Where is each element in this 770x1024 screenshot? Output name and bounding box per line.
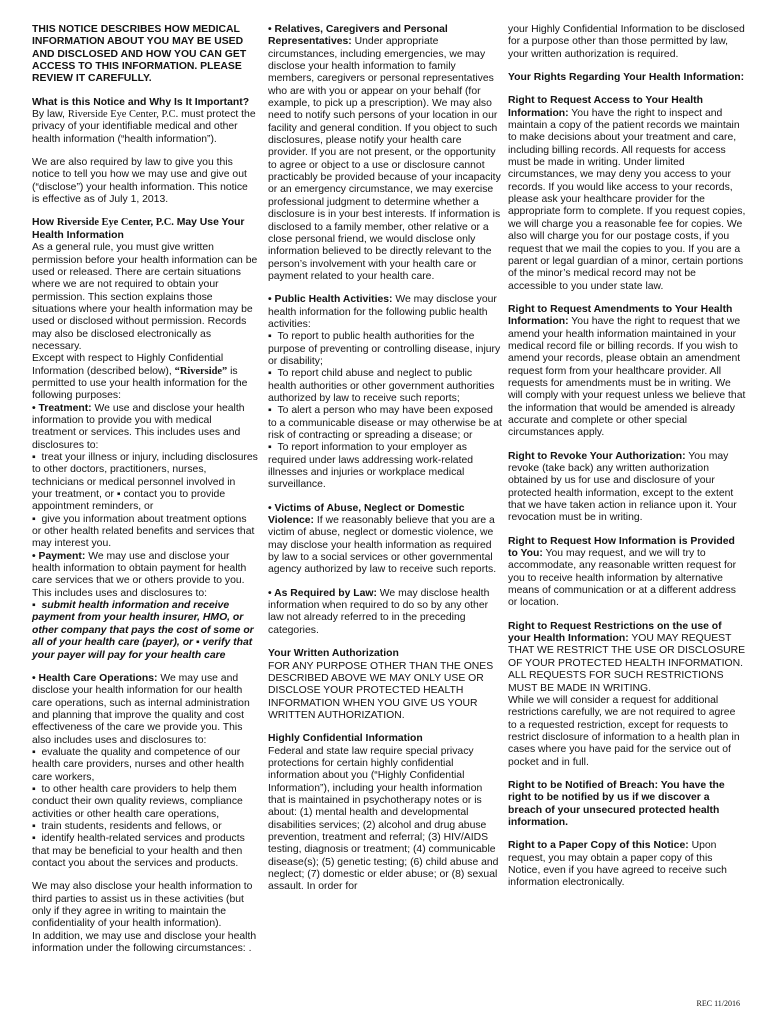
hco-section: • Health Care Operations: We may use and disclose your health information for our health care operations, such as internal administration and planning that improve the quality and cost effectiveness of the care we provide you. This also includes uses and disclosures to: ▪ evaluate the quality and competence of our health care providers, nurses and other health care workers, ▪ to other health care providers to help them conduct their own quality reviews, compliance activities or other health care operations, ▪ train students, residents and fellows, or ▪ identify health-related services and products that may be beneficial to your health and then contact you about the services and products. [32,673,258,871]
column-3 [508,24,746,890]
alt-communication-section: Right to Request How Information is Provided to You: You may request, and we will try to accommodate, any reasonable written request for you to receive health information by alternative means of communication or at a different address or location. [508,535,737,609]
paper-copy-section: Right to a Paper Copy of this Notice: Upon request, you may obtain a paper copy of this Notice, even if you have agreed to receive such information electronically. [508,840,727,889]
revoke-label: Right to Revoke Your Authorization: [508,450,686,462]
alt-communication-label: Right to Request How Information is Provided to You: [508,535,735,560]
payment-label: • Payment: [32,550,86,562]
written-authorization-section: Your Written Authorization FOR ANY PURPOSE OTHER THAN THE ONES DESCRIBED ABOVE WE MAY ONLY USE OR DISCLOSE YOUR PROTECTED HEALTH INFORMATION WHEN YOU GIVE US YOUR WRITTEN AUTHORIZATION. [268,648,494,721]
access-label: Right to Request Access to Your Health Information: [508,95,703,119]
practice-name: Riverside Eye Center, P.C. [67,109,179,121]
access-section: Right to Request Access to Your Health Information: You have the right to inspect and maintain a copy of the patient records we maintain to make decisions about your treatment and care, including billing records. All requests for access must be made in writing. Under limited circumstances, we may deny you access to your records. If you would like access to your records, please ask your healthcare provider for the appropriate form to complete. If you request copies, we will charge you a reasonable fee for copies. We also will charge you for our postage costs, if you request that we mail the copies to you. If you are a parent or legal guardian of a minor, certain portions of the minor’s medical record may not be accessible to you under state law. [508,95,746,292]
list-item: ▪ train students, residents and fellows, or [32,821,258,833]
breach-section: Right to be Notified of Breach: You have the right to be notified by us if we discover a breach of your unsecured protected health information. [508,779,725,828]
highly-confidential-section: Highly Confidential Information Federal and state law require special privacy protections for certain highly confidential information about you (“Highly Confidential Information”), including your health information that is maintained in psychotherapy notes or is about: (1) mental health and developmental disabilities services; (2) alcohol and drug abuse prevention, treatment and referral; (3) HIV/AIDS testing, diagnosis or treatment; (4) communicable disease(s); (5) genetic testing; (6) child abuse and neglect; (7) domestic or elder abuse; or (8) sexual assault. In order for [268,733,499,893]
rights-heading: Your Rights Regarding Your Health Information: [508,72,745,84]
what-section: What is this Notice and Why Is It Important? By law, Riverside Eye Center, P.C. must protect the privacy of your identifiable medical and other health information (“health information”). [32,96,256,145]
what-heading: What is this Notice and Why Is It Important? [32,96,250,108]
how-section: How Riverside Eye Center, P.C. May Use Your Health Information As a general rule, you must give written permission before your health information can be used or released. There are certain situations where we are not required to obtain your permission. This section explains those situations where your health information may be used or disclosed without permission. Records may also be disclosed electronically as necessary. Except with respect to Highly Confidential Information (described below), “Riverside” is permitted to use your health information for the following purposes: • Treatment: We use and disclose your health information to provide you with medical treatment or services. This includes uses and disclosures to: ▪ treat your illness or injury, including disclosures to other doctors, practitioners, nurses, technicians or medical personnel involved in your treatment, or ▪ contact you to provide appointment reminders, or ▪ give you information about treatment options or other health related benefits and services that may interest you. • Payment: We may use and disclose your health information to obtain payment for health care services that we or others provide to you. This includes uses and disclosures to: ▪ submit health information and receive payment from your health insurer, HMO, or other company that pays the cost of some or all of your health care (payer), or ▪ verify that your payer will pay for your health care [32,217,258,661]
amend-label: Right to Request Amendments to Your Health Information: [508,303,733,328]
list-item: ▪ To alert a person who may have been exposed to a communicable disease or may otherwise be at risk of contracting or spreading a disease; or [268,405,502,442]
revoke-section: Right to Revoke Your Authorization: You may revoke (take back) any written authorization obtained by us for use and disclosure of your protected health information, except to the extent that we have taken action in reliance upon it. Your revocation must be in writing. [508,450,737,524]
treatment-label: • Treatment: [32,402,92,414]
revision-code: REC 11/2016 [696,998,740,1008]
notice-intro-heading: THIS NOTICE DESCRIBES HOW MEDICAL INFORMATION ABOUT YOU MAY BE USED AND DISCLOSED AND HOW YOU CAN GET ACCESS TO THIS INFORMATION. PLEASE REVIEW IT CAREFULLY. [32,24,247,85]
victims-label: • Victims of Abuse, Neglect or Domestic Violence: [268,502,465,527]
list-item: ▪ to other health care providers to help them conduct their own quality reviews, compliance activities or other health care operations, [32,784,258,821]
list-item: ▪ identify health-related services and products that may be beneficial to your health and then contact you about the services and products. [32,833,258,870]
column-2 [268,24,502,894]
list-item: ▪ treat your illness or injury, including disclosures to other doctors, practitioners, nurses, technicians or medical personnel involved in your treatment, or ▪ contact you to provide appointment reminders, or [32,452,258,514]
hco-label: • Health Care Operations: [32,672,158,684]
required-by-law-label: • As Required by Law: [268,587,377,599]
list-item: ▪ To report to public health authorities for the purpose of preventing or controlling disease, injury or disability; [268,331,502,368]
required-by-law-section: • As Required by Law: We may disclose health information when required to do so by any other law not already referred to in the preceding categories. [268,587,490,636]
required-text: We are also required by law to give you this notice to tell you how we may use and give out (“disclose”) your health information. This notice is effective as of July 1, 2013. [32,157,248,206]
list-item: ▪ give you information about treatment options or other health related benefits and services that may interest you. [32,514,258,551]
paper-copy-label: Right to a Paper Copy of this Notice: [508,840,689,852]
list-item: ▪ submit health information and receive payment from your health insurer, HMO, or other company that pays the cost of some or all of your health care (payer), or ▪ verify that your payer will pay for your health care [32,600,258,662]
public-health-section: • Public Health Activities: We may disclose your health information for the following public health activities: ▪ To report to public health authorities for the purpose of preventing or controlling disease, injury or disability; ▪ To report child abuse and neglect to public health authorities or other government authorities authorized by law to receive such reports; ▪ To alert a person who may have been exposed to a communicable disease or may otherwise be at risk of contracting or spreading a disease; or ▪ To report information to your employer as required under laws addressing work-related illnesses and injuries or workplace medical surveillance. [268,294,502,492]
restrictions-section: Right to Request Restrictions on the use of your Health Information: YOU MAY REQUEST THAT WE RESTRICT THE USE OR DISCLOSURE OF YOUR PROTECTED HEALTH INFORMATION. ALL REQUESTS FOR SUCH RESTRICTIONS MUST BE MADE IN WRITING. While we will consider a request for additional restrictions carefully, we are not required to agree to a requested restriction, except for requests to restrict disclosure of information to a health plan in cases where you have paid for the service out of pocket and in full. [508,620,746,768]
list-item: ▪ To report child abuse and neglect to public health authorities or other government authorities authorized by law to receive such reports; [268,368,502,405]
continued-text: your Highly Confidential Information to be disclosed for a purpose other than those permitted by law, your written authorization is required. [508,24,745,60]
public-health-label: • Public Health Activities: [268,294,393,306]
restrictions-label: Right to Request Restrictions on the use of your Health Information: [508,620,722,645]
list-item: ▪ evaluate the quality and competence of our health care providers, nurses and other health care workers, [32,747,258,784]
list-item: ▪ To report information to your employer as required under laws addressing work-related illnesses and injuries or workplace medical surveillance. [268,442,502,491]
relatives-section: • Relatives, Caregivers and Personal Representatives: Under appropriate circumstances, including emergencies, we may disclose your health information to family members, caregivers or personal representatives who are with you or appear on your behalf (for example, to pick up a prescription). We may also need to notify such persons of your location in our facility and general condition. If you object to such disclosures, please notify your health care provider. If you are not present, or the opportunity to agree or object to a use or disclosure cannot practicably be provided because of your incapacity or an emergency circumstance, we may exercise professional judgment to determine whether a disclosure is in your best interests. If information is disclosed to a family member, other relative or a close personal friend, we would disclose only information believed to be directly relevant to the person’s involvement with your health care or payment related to your health care. [268,24,501,282]
highly-confidential-heading: Highly Confidential Information [268,733,423,745]
victims-section: • Victims of Abuse, Neglect or Domestic Violence: If we reasonably believe that you are a victim of abuse, neglect or domestic violence, we may disclose your health information as required by law to a social services or other governmental agency authorized by law to receive such reports. [268,502,497,576]
relatives-label: • Relatives, Caregivers and Personal Representatives: [268,24,448,48]
written-authorization-heading: Your Written Authorization [268,648,399,660]
third-parties-text: We may also disclose your health information to third parties to assist us in these activities (but only if they agree in writing to maintain the confidentiality of your health information). In addition, we may use and disclose your health information under the following circumstances: . [32,881,257,955]
amend-section: Right to Request Amendments to Your Health Information: You have the right to request that we amend your health information maintained in your medical record file or billing records. If you wish to amend your records, please obtain an amendment request form from your healthcare provider. All requests for amendments must be in writing. We will comply with your request unless we believe that the information that would be amended is already accurate and complete or other special circumstances apply. [508,303,746,439]
column-1 [32,24,258,955]
